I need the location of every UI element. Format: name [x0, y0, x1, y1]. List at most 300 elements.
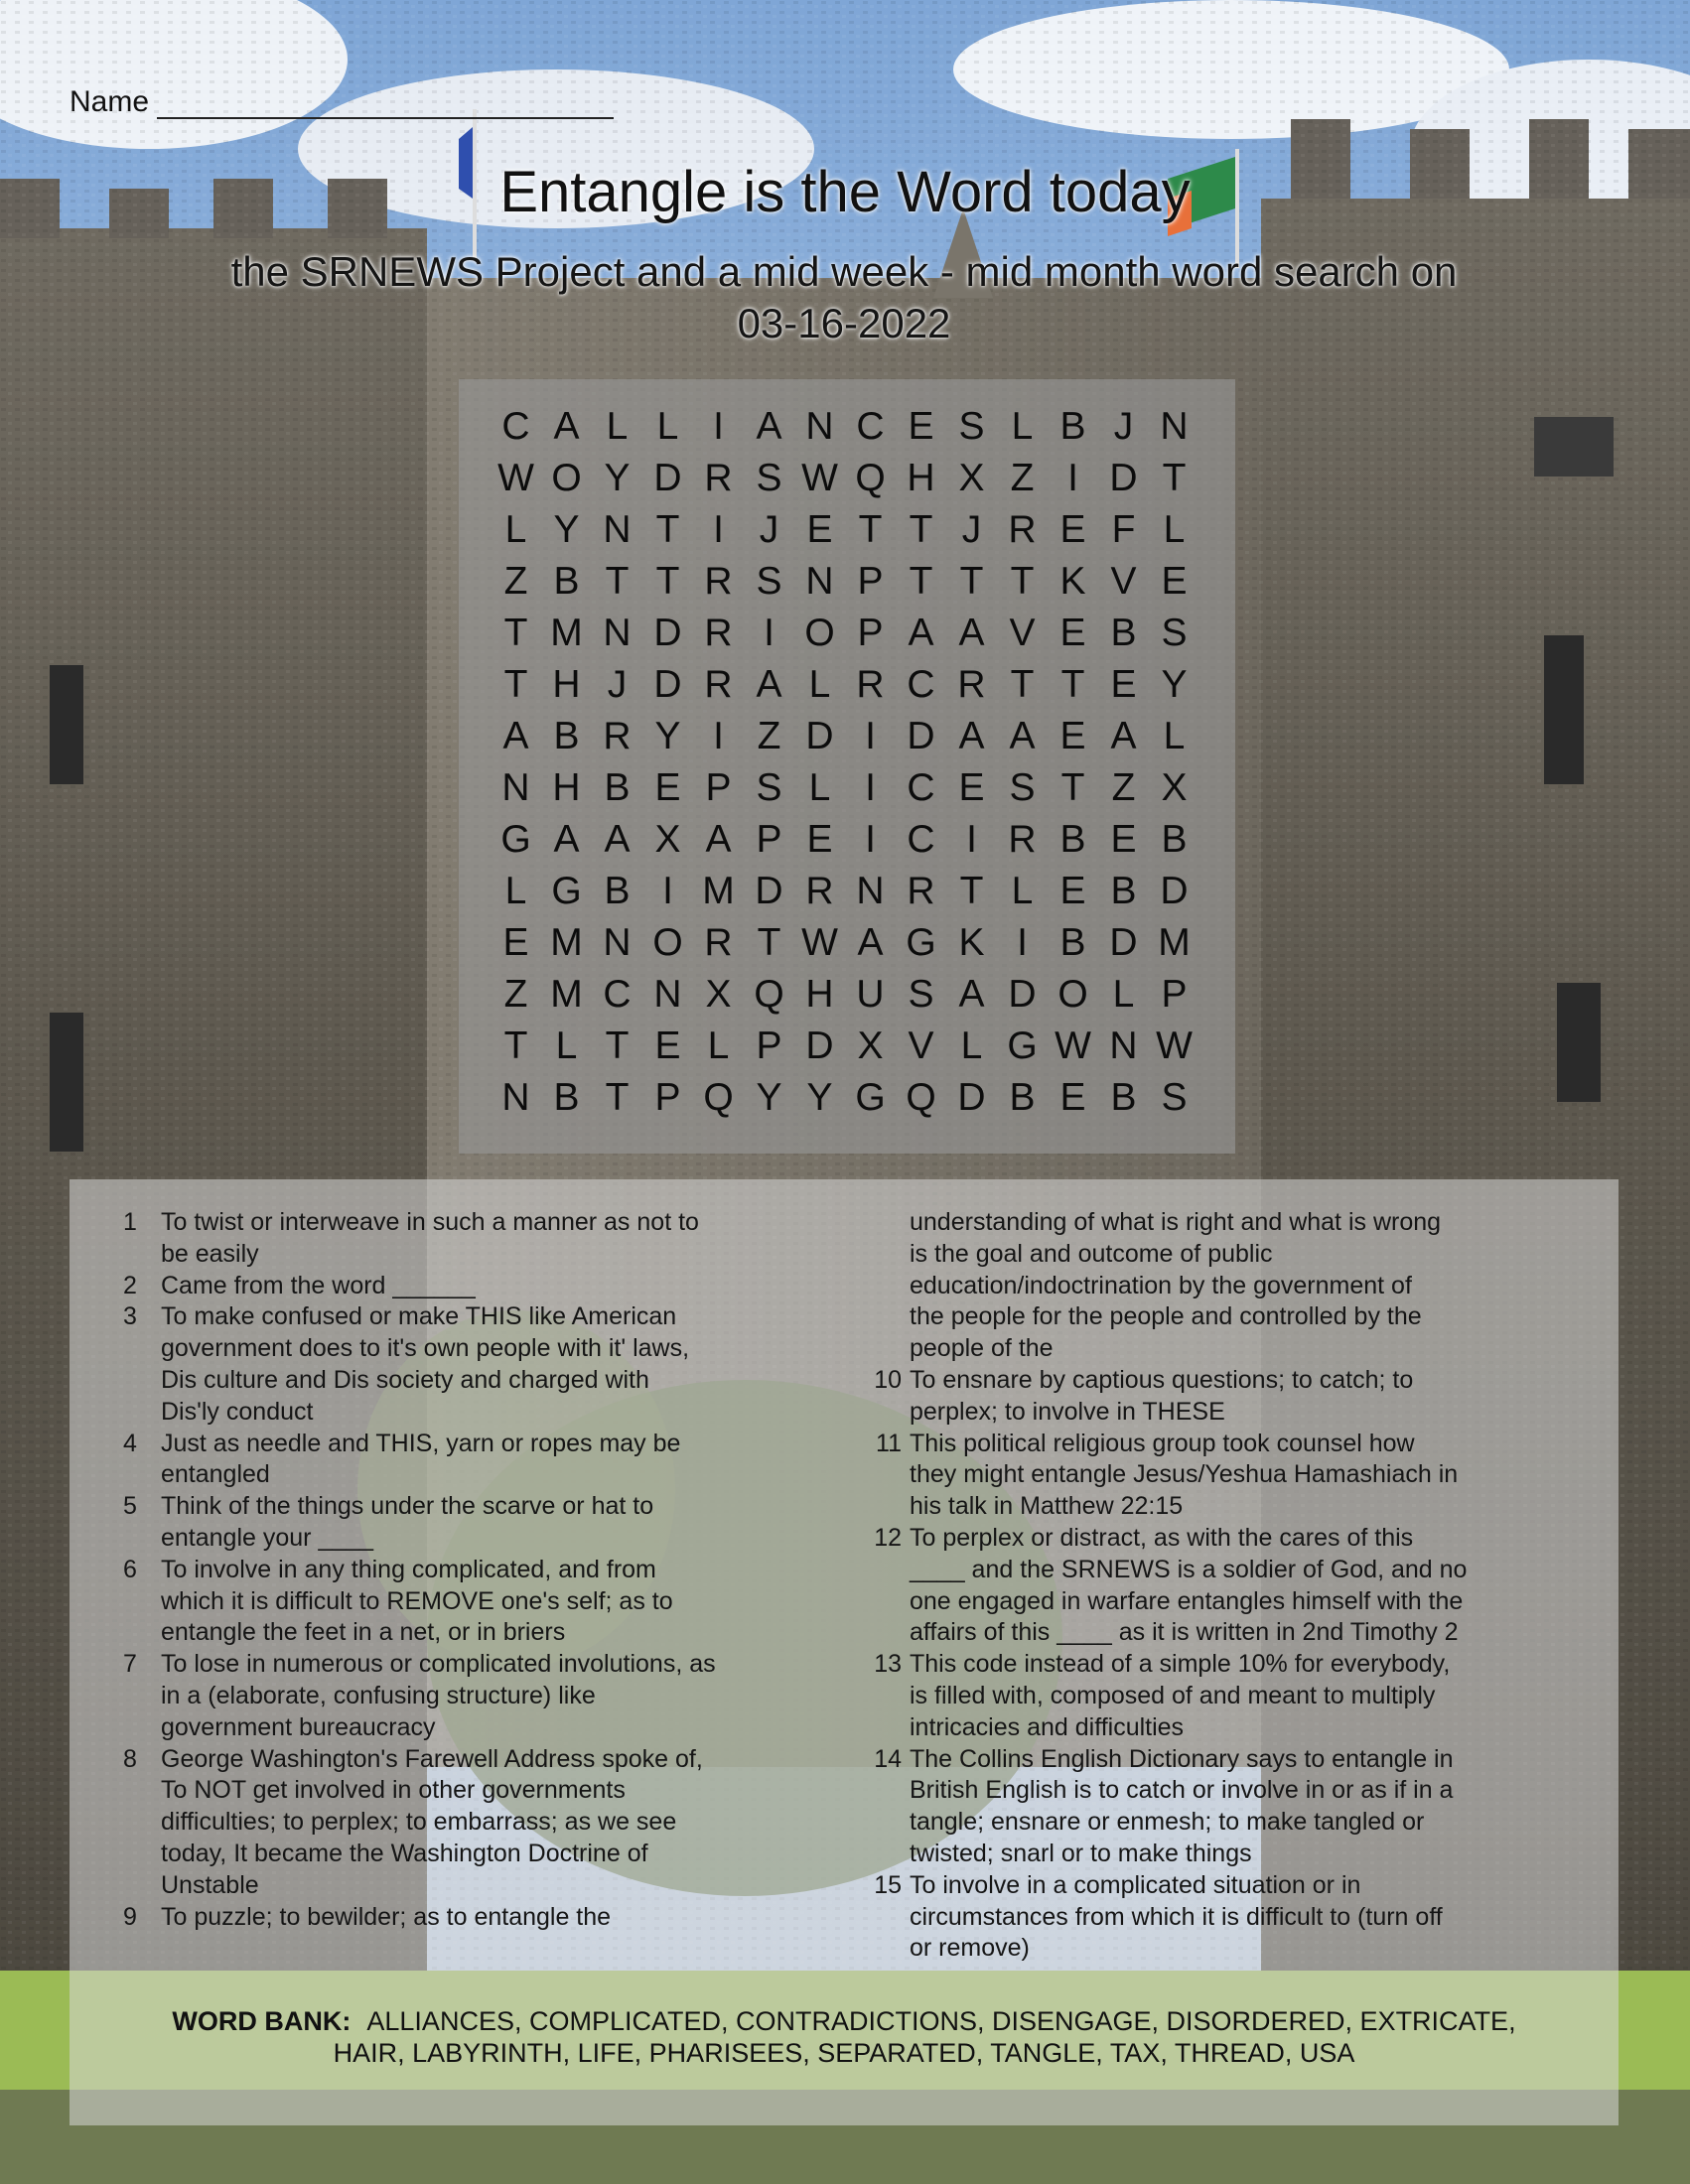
clue-1	[123, 1207, 798, 1271]
grid-letter[interactable]: V	[1009, 612, 1036, 654]
grid-letter[interactable]: G	[500, 818, 531, 861]
grid-letter[interactable]: Y	[604, 457, 631, 499]
clue-line: ____ and the SRNEWS is a soldier of God, and no	[910, 1555, 1468, 1583]
grid-letter[interactable]: L	[1011, 405, 1034, 448]
grid-letter[interactable]: D	[653, 457, 682, 499]
grid-letter[interactable]: D	[907, 715, 935, 757]
clue-line: To make confused or make THIS like American	[161, 1302, 677, 1331]
grid-letter[interactable]: A	[908, 612, 934, 654]
grid-letter[interactable]: D	[805, 715, 834, 757]
grid-letter[interactable]: A	[958, 715, 985, 757]
grid-letter[interactable]: L	[808, 663, 831, 706]
grid-letter[interactable]: T	[1060, 766, 1085, 809]
clue-number: 3	[123, 1302, 137, 1331]
grid-letter[interactable]: D	[755, 870, 783, 912]
page-title: Entangle is the Word today	[499, 160, 1191, 224]
grid-letter[interactable]: T	[605, 560, 630, 603]
grid-letter[interactable]: D	[1008, 973, 1037, 1016]
grid-letter[interactable]: A	[958, 973, 985, 1016]
clue-line: To involve in a complicated situation or in	[910, 1870, 1361, 1899]
grid-letter[interactable]: Y	[1161, 663, 1188, 706]
grid-letter[interactable]: I	[713, 508, 724, 551]
name-blank-line[interactable]	[157, 89, 614, 119]
grid-letter[interactable]: H	[552, 766, 581, 809]
grid-letter[interactable]: Q	[906, 1076, 936, 1119]
grid-letter[interactable]: E	[1059, 1076, 1086, 1119]
grid-letter[interactable]: P	[857, 560, 884, 603]
grid-letter[interactable]: B	[553, 715, 580, 757]
clue-text	[161, 1301, 798, 1428]
grid-letter[interactable]: G	[1007, 1024, 1038, 1067]
grid-letter[interactable]: O	[652, 921, 683, 964]
grid-letter[interactable]: C	[856, 405, 885, 448]
grid-letter[interactable]: B	[1110, 1076, 1137, 1119]
clue-line: they might entangle Jesus/Yeshua Hamashiach in	[910, 1460, 1459, 1489]
grid-letter[interactable]: G	[906, 921, 936, 964]
grid-letter[interactable]: B	[1059, 921, 1086, 964]
grid-letter[interactable]: T	[503, 612, 528, 654]
clue-line: intricacies and difficulties	[910, 1712, 1185, 1741]
grid-letter[interactable]: R	[1008, 818, 1037, 861]
grid-letter[interactable]: B	[1059, 405, 1086, 448]
clue-9	[123, 1902, 798, 1934]
grid-letter[interactable]: D	[1109, 457, 1138, 499]
grid-letter[interactable]: Q	[855, 457, 886, 499]
subtitle-text: the SRNEWS Project and a mid week - mid month word search on	[230, 248, 1458, 295]
grid-letter[interactable]: A	[553, 818, 580, 861]
clue-number: 13	[874, 1650, 902, 1679]
grid-letter[interactable]: D	[805, 1024, 834, 1067]
clue-line: circumstances from which it is difficult to (turn off	[910, 1902, 1443, 1931]
grid-letter[interactable]: E	[654, 1024, 681, 1067]
grid-letter[interactable]: B	[1110, 612, 1137, 654]
grid-letter[interactable]: N	[603, 921, 632, 964]
grid-letter[interactable]: T	[1060, 663, 1085, 706]
grid-letter[interactable]: T	[1010, 663, 1035, 706]
grid-letter[interactable]: H	[552, 663, 581, 706]
grid-letter[interactable]: N	[1109, 1024, 1138, 1067]
grid-letter[interactable]: V	[1110, 560, 1137, 603]
grid-letter[interactable]: C	[501, 405, 530, 448]
grid-letter[interactable]: E	[1059, 715, 1086, 757]
grid-letter[interactable]: L	[606, 405, 629, 448]
name-label: Name	[70, 85, 150, 118]
grid-letter[interactable]: F	[1111, 508, 1136, 551]
grid-letter[interactable]: T	[1010, 560, 1035, 603]
clue-line: Came from the word ______	[161, 1271, 476, 1299]
clue-line: To perplex or distract, as with the cares of this	[910, 1523, 1414, 1552]
grid-letter[interactable]: L	[555, 1024, 578, 1067]
clue-line: entangle the feet in a net, or in briers	[161, 1618, 566, 1647]
clue-10	[868, 1365, 1543, 1429]
clue-number: 10	[874, 1365, 902, 1394]
grid-letter[interactable]: T	[909, 508, 933, 551]
clue-line: To puzzle; to bewilder; as to entangle the	[161, 1902, 612, 1931]
grid-letter[interactable]: Y	[654, 715, 681, 757]
clue-line: Just as needle and THIS, yarn or ropes may be	[161, 1429, 681, 1457]
clue-text	[910, 1429, 1543, 1523]
clue-text	[161, 1429, 798, 1492]
grid-letter[interactable]: Y	[553, 508, 580, 551]
grid-letter[interactable]: R	[907, 870, 935, 912]
grid-letter[interactable]: R	[704, 612, 733, 654]
grid-letter[interactable]: R	[704, 560, 733, 603]
clue-3	[123, 1301, 798, 1428]
grid-letter[interactable]: Z	[503, 973, 528, 1016]
clue-line: in a (elaborate, confusing structure) like	[161, 1681, 596, 1709]
clue-2	[123, 1271, 798, 1302]
grid-letter[interactable]: P	[1161, 973, 1188, 1016]
grid-letter[interactable]: I	[662, 870, 673, 912]
grid-letter[interactable]: Z	[503, 560, 528, 603]
clue-line: entangle your ____	[161, 1523, 374, 1552]
clue-7	[123, 1649, 798, 1743]
grid-letter[interactable]: T	[605, 1024, 630, 1067]
grid-letter[interactable]: L	[504, 870, 527, 912]
grid-letter[interactable]: A	[1009, 715, 1036, 757]
grid-letter[interactable]: D	[1109, 921, 1138, 964]
grid-letter[interactable]: E	[958, 766, 985, 809]
grid-letter[interactable]: R	[603, 715, 632, 757]
clue-text	[161, 1207, 798, 1271]
grid-letter[interactable]: S	[1009, 766, 1036, 809]
grid-letter[interactable]: O	[551, 457, 582, 499]
grid-letter[interactable]: T	[503, 1024, 528, 1067]
clue-line: To NOT get involved in other governments	[161, 1776, 626, 1805]
grid-letter[interactable]: T	[503, 663, 528, 706]
clue-line: is the goal and outcome of public	[910, 1239, 1273, 1268]
grid-letter[interactable]: B	[553, 560, 580, 603]
grid-letter[interactable]: X	[1161, 766, 1188, 809]
grid-letter[interactable]: P	[857, 612, 884, 654]
clue-9-continuation	[868, 1207, 1543, 1365]
clue-text	[161, 1555, 798, 1649]
clue-5	[123, 1491, 798, 1555]
grid-letter[interactable]: I	[713, 405, 724, 448]
grid-letter[interactable]: J	[759, 508, 779, 551]
grid-letter[interactable]: N	[805, 560, 834, 603]
clue-text	[910, 1523, 1543, 1649]
grid-letter[interactable]: L	[808, 766, 831, 809]
grid-letter[interactable]: E	[502, 921, 529, 964]
grid-letter[interactable]: E	[1161, 560, 1188, 603]
grid-letter[interactable]: I	[764, 612, 775, 654]
clue-number: 6	[123, 1555, 137, 1583]
grid-letter[interactable]: A	[756, 405, 782, 448]
clue-line: Dis culture and Dis society and charged with	[161, 1365, 649, 1394]
grid-letter[interactable]: N	[603, 508, 632, 551]
grid-letter[interactable]: C	[907, 818, 935, 861]
grid-letter[interactable]: N	[603, 612, 632, 654]
grid-letter[interactable]: G	[551, 870, 582, 912]
grid-letter[interactable]: G	[855, 1076, 886, 1119]
grid-letter[interactable]: I	[966, 818, 977, 861]
grid-letter[interactable]: A	[756, 663, 782, 706]
clue-text	[910, 1365, 1543, 1429]
clue-text	[161, 1491, 798, 1555]
grid-letter[interactable]: M	[550, 973, 583, 1016]
grid-letter[interactable]: Q	[754, 973, 784, 1016]
clue-line: Unstable	[161, 1870, 259, 1899]
grid-letter[interactable]: L	[1163, 715, 1186, 757]
grid-letter[interactable]: A	[958, 612, 985, 654]
grid-letter[interactable]: S	[1161, 612, 1188, 654]
clue-number: 4	[123, 1429, 137, 1457]
word-search-grid-panel	[459, 379, 1235, 1154]
clue-number: 12	[874, 1523, 902, 1552]
grid-letter[interactable]: S	[756, 766, 782, 809]
grid-letter[interactable]: S	[1161, 1076, 1188, 1119]
grid-letter[interactable]: Y	[756, 1076, 782, 1119]
grid-letter[interactable]: M	[550, 921, 583, 964]
clue-line: today, It became the Washington Doctrine of	[161, 1839, 648, 1867]
grid-letter[interactable]: B	[604, 766, 631, 809]
grid-letter[interactable]: P	[705, 766, 732, 809]
word-bank	[70, 2005, 1619, 2069]
grid-letter[interactable]: T	[605, 1076, 630, 1119]
grid-letter[interactable]: K	[1059, 560, 1086, 603]
grid-letter[interactable]: E	[1059, 508, 1086, 551]
grid-letter[interactable]: C	[907, 663, 935, 706]
clue-line: education/indoctrination by the government of	[910, 1271, 1412, 1299]
grid-letter[interactable]: T	[655, 508, 680, 551]
grid-letter[interactable]: J	[961, 508, 982, 551]
grid-letter[interactable]: A	[604, 818, 631, 861]
word-bank-label: WORD BANK:	[172, 2006, 352, 2036]
clues-right-list	[868, 1365, 1543, 1965]
grid-letter[interactable]: E	[1110, 818, 1137, 861]
clue-line: perplex; to involve in THESE	[910, 1397, 1225, 1426]
grid-letter[interactable]: E	[806, 508, 833, 551]
grid-letter[interactable]: N	[805, 405, 834, 448]
clue-number: 15	[874, 1870, 902, 1899]
grid-letter[interactable]: B	[1161, 818, 1188, 861]
clue-12	[868, 1523, 1543, 1649]
grid-letter[interactable]: W	[1055, 1024, 1091, 1067]
grid-letter[interactable]: L	[707, 1024, 730, 1067]
clue-line: is filled with, composed of and meant to multiply	[910, 1681, 1436, 1709]
clue-text	[161, 1902, 798, 1934]
grid-letter[interactable]: L	[960, 1024, 983, 1067]
clue-line: difficulties; to perplex; to embarrass; as we see	[161, 1808, 677, 1837]
clue-line: To lose in numerous or complicated involutions, as	[161, 1650, 716, 1679]
grid-letter[interactable]: J	[607, 663, 628, 706]
grid-letter[interactable]: R	[704, 663, 733, 706]
grid-letter[interactable]: P	[756, 818, 782, 861]
grid-letter[interactable]: E	[1110, 663, 1137, 706]
clue-number: 5	[123, 1492, 137, 1521]
grid-letter[interactable]: S	[908, 973, 934, 1016]
grid-letter[interactable]: J	[1113, 405, 1134, 448]
grid-letter[interactable]: C	[907, 766, 935, 809]
clue-number: 11	[876, 1429, 902, 1457]
grid-letter[interactable]: T	[909, 560, 933, 603]
grid-letter[interactable]: B	[553, 1076, 580, 1119]
grid-letter[interactable]: T	[858, 508, 883, 551]
grid-letter[interactable]: A	[857, 921, 884, 964]
grid-letter[interactable]: R	[805, 870, 834, 912]
grid-letter[interactable]: P	[654, 1076, 681, 1119]
clue-line: Think of the things under the scarve or hat to	[161, 1492, 654, 1521]
grid-letter[interactable]: Z	[1010, 457, 1035, 499]
grid-letter[interactable]: A	[553, 405, 580, 448]
grid-letter[interactable]: M	[1158, 921, 1191, 964]
grid-letter[interactable]: D	[957, 1076, 986, 1119]
clue-line: This code instead of a simple 10% for everybody,	[910, 1650, 1451, 1679]
grid-letter[interactable]: Y	[806, 1076, 833, 1119]
clue-line: government does to it's own people with it' laws,	[161, 1334, 690, 1363]
clue-line: people of the	[910, 1334, 1054, 1363]
grid-letter[interactable]: A	[1110, 715, 1137, 757]
grid-letter[interactable]: B	[1110, 870, 1137, 912]
grid-letter[interactable]: E	[654, 766, 681, 809]
grid-letter[interactable]: X	[958, 457, 985, 499]
grid-letter[interactable]: E	[1059, 870, 1086, 912]
grid-letter[interactable]: B	[1009, 1076, 1036, 1119]
clue-line: To twist or interweave in such a manner as not to	[161, 1208, 699, 1236]
grid-letter[interactable]: N	[1160, 405, 1189, 448]
clues-left-column	[123, 1207, 798, 1933]
clue-number: 7	[123, 1650, 137, 1679]
clue-number: 1	[123, 1208, 137, 1236]
grid-letter[interactable]: T	[655, 560, 680, 603]
word-bank-line-2: HAIR, LABYRINTH, LIFE, PHARISEES, SEPARATED, TANGLE, TAX, THREAD, USA	[333, 2038, 1355, 2068]
clue-line: twisted; snarl or to make things	[910, 1839, 1252, 1867]
grid-letter[interactable]: X	[654, 818, 681, 861]
clue-text	[910, 1870, 1543, 1965]
clue-8	[123, 1744, 798, 1902]
puzzle-date: 03-16-2022	[737, 300, 951, 346]
grid-letter[interactable]: S	[958, 405, 985, 448]
grid-letter[interactable]: W	[801, 457, 838, 499]
grid-letter[interactable]: B	[1059, 818, 1086, 861]
grid-letter[interactable]: R	[957, 663, 986, 706]
grid-letter[interactable]: R	[704, 457, 733, 499]
clue-line: or remove)	[910, 1934, 1030, 1963]
grid-letter[interactable]: B	[604, 870, 631, 912]
clues-panel	[70, 1179, 1619, 2125]
grid-letter[interactable]: I	[865, 818, 876, 861]
clue-line: the people for the people and controlled by the	[910, 1302, 1422, 1331]
grid-letter[interactable]: Z	[1111, 766, 1136, 809]
grid-letter[interactable]: E	[1059, 612, 1086, 654]
clue-text	[161, 1744, 798, 1902]
clue-text	[161, 1271, 798, 1302]
grid-letter[interactable]: T	[959, 560, 984, 603]
grid-letter[interactable]: L	[504, 508, 527, 551]
grid-letter[interactable]: R	[856, 663, 885, 706]
grid-letter[interactable]: I	[865, 715, 876, 757]
grid-letter[interactable]: S	[756, 560, 782, 603]
clue-number: 8	[123, 1744, 137, 1773]
clue-text	[910, 1649, 1543, 1743]
clue-line: government bureaucracy	[161, 1712, 436, 1741]
clue-line: entangled	[161, 1460, 270, 1489]
clue-number: 2	[123, 1271, 137, 1299]
clue-number: 9	[123, 1902, 137, 1931]
grid-letter[interactable]: X	[705, 973, 732, 1016]
grid-letter[interactable]: I	[1017, 921, 1028, 964]
grid-letter[interactable]: L	[656, 405, 679, 448]
grid-letter[interactable]: P	[756, 1024, 782, 1067]
clue-text	[161, 1649, 798, 1743]
clue-6	[123, 1555, 798, 1649]
clue-15	[868, 1870, 1543, 1965]
grid-letter[interactable]: X	[857, 1024, 884, 1067]
clue-line: one engaged in warfare entangles himself with the	[910, 1586, 1464, 1615]
clue-14	[868, 1744, 1543, 1870]
clues-right-column	[868, 1207, 1543, 1965]
grid-letter[interactable]: R	[1008, 508, 1037, 551]
grid-letter[interactable]: M	[550, 612, 583, 654]
clue-line: affairs of this ____ as it is written in 2nd Timothy 2	[910, 1618, 1459, 1647]
grid-letter[interactable]: I	[865, 766, 876, 809]
name-field[interactable]	[70, 85, 614, 119]
grid-letter[interactable]: R	[704, 921, 733, 964]
grid-letter[interactable]: D	[1160, 870, 1189, 912]
grid-letter[interactable]: M	[702, 870, 735, 912]
grid-letter[interactable]: H	[805, 973, 834, 1016]
grid-letter[interactable]: H	[907, 457, 935, 499]
grid-letter[interactable]: C	[603, 973, 632, 1016]
grid-letter[interactable]: A	[705, 818, 732, 861]
word-bank-line-1: ALLIANCES, COMPLICATED, CONTRADICTIONS, DISENGAGE, DISORDERED, EXTRICATE,	[366, 2006, 1516, 2036]
clue-number: 14	[874, 1744, 902, 1773]
grid-letter[interactable]: T	[757, 921, 781, 964]
grid-letter[interactable]: N	[653, 973, 682, 1016]
grid-letter[interactable]: T	[959, 870, 984, 912]
clue-line: George Washington's Farewell Address spoke of,	[161, 1744, 703, 1773]
grid-letter[interactable]: N	[501, 1076, 530, 1119]
grid-letter[interactable]: E	[806, 818, 833, 861]
grid-letter[interactable]: L	[1163, 508, 1186, 551]
grid-letter[interactable]: D	[653, 663, 682, 706]
grid-letter[interactable]: S	[756, 457, 782, 499]
grid-letter[interactable]: N	[501, 766, 530, 809]
clue-13	[868, 1649, 1543, 1743]
clue-line: be easily	[161, 1239, 259, 1268]
page-subtitle	[149, 246, 1539, 349]
grid-letter[interactable]: Q	[703, 1076, 734, 1119]
clue-line: To involve in any thing complicated, and from	[161, 1555, 656, 1583]
grid-letter[interactable]: Z	[757, 715, 781, 757]
grid-letter[interactable]: U	[856, 973, 885, 1016]
clue-11	[868, 1429, 1543, 1523]
clue-4	[123, 1429, 798, 1492]
clue-line: Dis'ly conduct	[161, 1397, 314, 1426]
grid-letter[interactable]: W	[801, 921, 838, 964]
clue-line: To ensnare by captious questions; to catch; to	[910, 1365, 1414, 1394]
grid-letter[interactable]: E	[908, 405, 934, 448]
grid-letter[interactable]: W	[497, 457, 534, 499]
grid-letter[interactable]: D	[653, 612, 682, 654]
grid-letter[interactable]: K	[958, 921, 985, 964]
grid-letter[interactable]: L	[1011, 870, 1034, 912]
grid-letter[interactable]: W	[1156, 1024, 1193, 1067]
grid-letter[interactable]: O	[1057, 973, 1088, 1016]
clue-text	[910, 1744, 1543, 1870]
word-search-grid	[491, 401, 1199, 1124]
grid-letter[interactable]: O	[804, 612, 835, 654]
grid-letter[interactable]: V	[908, 1024, 934, 1067]
grid-letter[interactable]: I	[1067, 457, 1078, 499]
grid-letter[interactable]: A	[502, 715, 529, 757]
grid-letter[interactable]: I	[713, 715, 724, 757]
grid-letter[interactable]: N	[856, 870, 885, 912]
clue-line: his talk in Matthew 22:15	[910, 1492, 1184, 1521]
grid-letter[interactable]: L	[1112, 973, 1135, 1016]
grid-letter[interactable]: T	[1162, 457, 1187, 499]
